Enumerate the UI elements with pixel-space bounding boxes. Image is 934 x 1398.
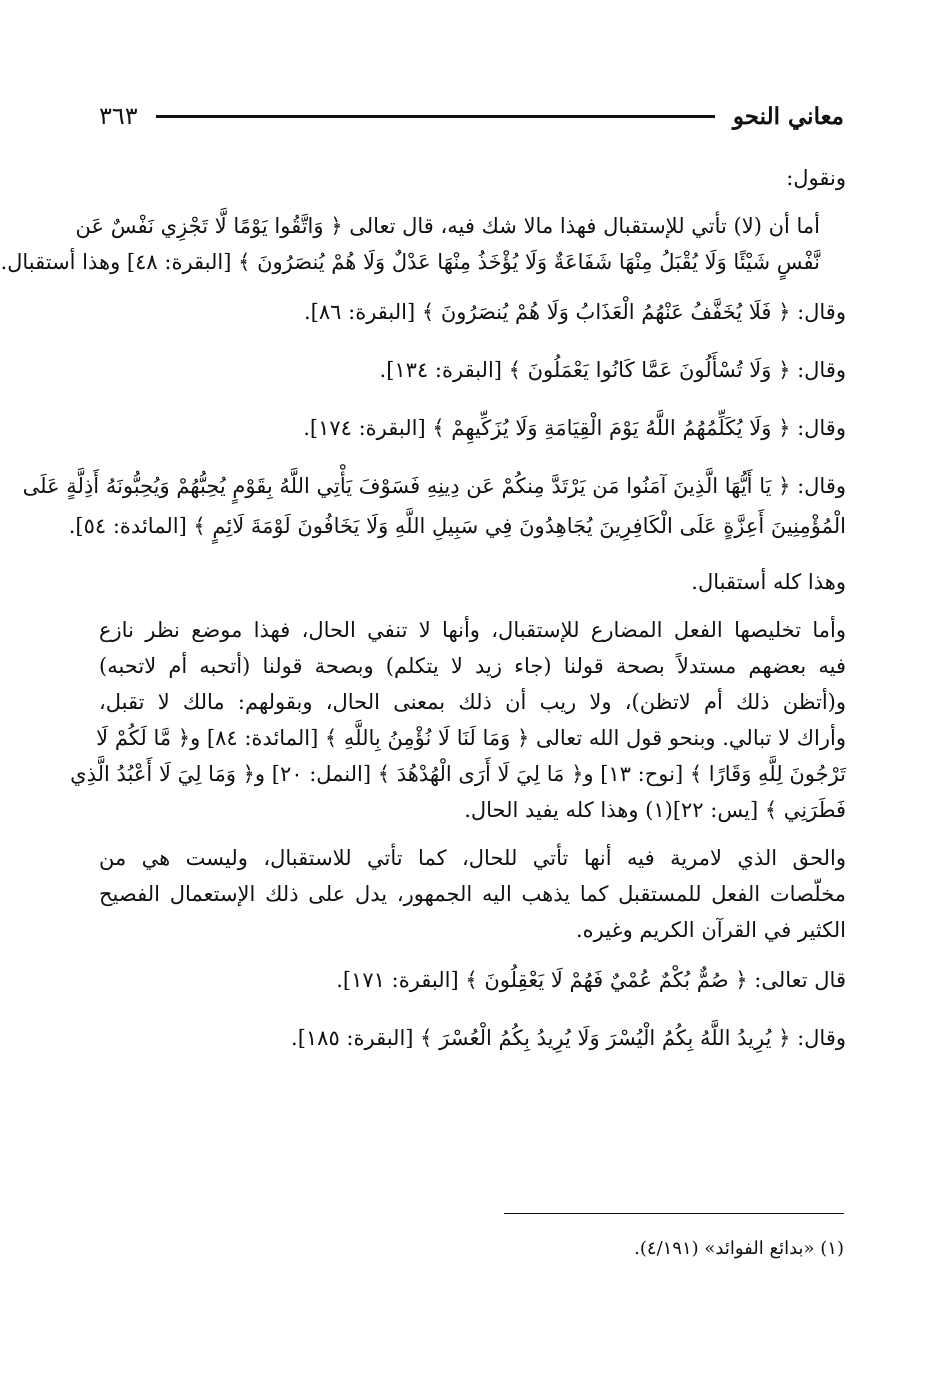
paragraph-line: مخلّصات الفعل للمستقبل كما يذهب اليه الجمهور، يدل على ذلك الإستعمال الفصيح: [99, 882, 846, 906]
paragraph-line: الكثير في القرآن الكريم وغيره.: [576, 918, 846, 942]
paragraph-line: تَرْجُونَ لِلَّهِ وَقَارًا ﴾ [نوح: ١٣] و﴿ مَا لِيَ لَا أَرَى الْهُدْهُدَ ﴾ [النمل: ٢٠] و﴿ وَمَا لِيَ لَا أَعْبُدُ الَّذِي: [70, 762, 846, 786]
page-header: [99, 96, 844, 136]
paragraph-line: وأما تخليصها الفعل المضارع للإستقبال، وأنها لا تنفي الحال، فهذا موضع نظر نازع: [99, 618, 846, 642]
paragraph-3: [99, 840, 846, 948]
intro-line: ونقول:: [786, 166, 846, 190]
paragraph-2: [70, 612, 846, 828]
quote-text: قال تعالى: ﴿ صُمٌّ بُكْمٌ عُمْيٌ فَهُمْ لَا يَعْقِلُونَ ﴾ [البقرة: ١٧١].: [336, 968, 846, 992]
summary-line: وهذا كله أستقبال.: [691, 570, 846, 594]
quote-text: وقال: ﴿ وَلَا تُسْأَلُونَ عَمَّا كَانُوا يَعْمَلُونَ ﴾ [البقرة: ١٣٤].: [379, 358, 846, 382]
quote-line: [99, 350, 846, 390]
quote-text: وقال: ﴿ يُرِيدُ اللَّهُ بِكُمُ الْيُسْرَ وَلَا يُرِيدُ بِكُمُ الْعُسْرَ ﴾ [البقرة: ١٨٥].: [291, 1026, 846, 1050]
paragraph-line: و(أتظن ذلك أم لاتظن)، ولا ريب أن ذلك بمعنى الحال، وبقولهم: مالك لا تقبل،: [99, 690, 846, 714]
quote-line: [99, 960, 846, 1000]
quote-text: وقال: ﴿ يَا أَيُّهَا الَّذِينَ آمَنُوا مَن يَرْتَدَّ مِنكُمْ عَن دِينِهِ فَسَوْفَ يَأْتِي اللَّهُ بِقَوْمٍ يُحِبُّهُمْ وَيُحِبُّونَهُ أَذِلَّةٍ عَلَى: [22, 474, 846, 498]
quote-text: وقال: ﴿ وَلَا يُكَلِّمُهُمُ اللَّهُ يَوْمَ الْقِيَامَةِ وَلَا يُزَكِّيهِمْ ﴾ [البقرة: ١٧٤].: [303, 416, 846, 440]
paragraph-line: فيه بعضهم مستدلاً بصحة قولنا (جاء زيد لا يتكلم) وبصحة قولنا (أتحبه أم لاتحبه): [99, 654, 846, 678]
quote-paragraph: [22, 466, 846, 546]
book-title: معاني النحو: [732, 102, 844, 130]
quote-line: [99, 1018, 846, 1058]
header-rule: [156, 115, 715, 118]
paragraph-line: أما أن (لا) تأتي للإستقبال فهذا مالا شك فيه، قال تعالى ﴿ وَاتَّقُوا يَوْمًا لَّا تَجْزِي نَفْسٌ عَن: [75, 214, 820, 238]
quote-line: [99, 292, 846, 332]
paragraph-line: نَّفْسٍ شَيْئًا وَلَا يُقْبَلُ مِنْهَا شَفَاعَةٌ وَلَا يُؤْخَذُ مِنْهَا عَدْلٌ وَلَا هُمْ يُنصَرُونَ ﴾ [البقرة: ٤٨] وهذا أستقبال.: [0, 250, 820, 274]
paragraph-1: [0, 208, 846, 280]
book-page: [1, 0, 934, 1398]
footnote-rule: [504, 1213, 844, 1214]
paragraph-line: فَطَرَنِي ﴾ [يس: ٢٢](١) وهذا كله يفيد الحال.: [464, 798, 846, 822]
quote-text: وقال: ﴿ فَلَا يُخَفَّفُ عَنْهُمُ الْعَذَابُ وَلَا هُمْ يُنصَرُونَ ﴾ [البقرة: ٨٦].: [304, 300, 846, 324]
quote-text: الْمُؤْمِنِينَ أَعِزَّةٍ عَلَى الْكَافِرِينَ يُجَاهِدُونَ فِي سَبِيلِ اللَّهِ وَلَا يَخَافُونَ لَوْمَةَ لَائِمٍ ﴾ [المائدة: ٥٤].: [68, 514, 846, 538]
paragraph-line: والحق الذي لامرية فيه أنها تأتي للحال، كما تأتي للاستقبال، وليست هي من: [99, 846, 846, 870]
summary-paragraph: [99, 564, 846, 600]
paragraph-line: وأراك لا تبالي. وبنحو قول الله تعالى ﴿ وَمَا لَنَا لَا نُؤْمِنُ بِاللَّهِ ﴾ [المائدة: ٨٤] و﴿ مَّا لَكُمْ لَا: [96, 726, 846, 750]
page-number: ٣٦٣: [99, 102, 138, 130]
intro-paragraph: [99, 160, 846, 196]
page-body: [0, 160, 846, 1076]
quote-line: [99, 408, 846, 448]
footnote: (١) «بدائع الفوائد» (٤/١٩١).: [634, 1238, 844, 1259]
